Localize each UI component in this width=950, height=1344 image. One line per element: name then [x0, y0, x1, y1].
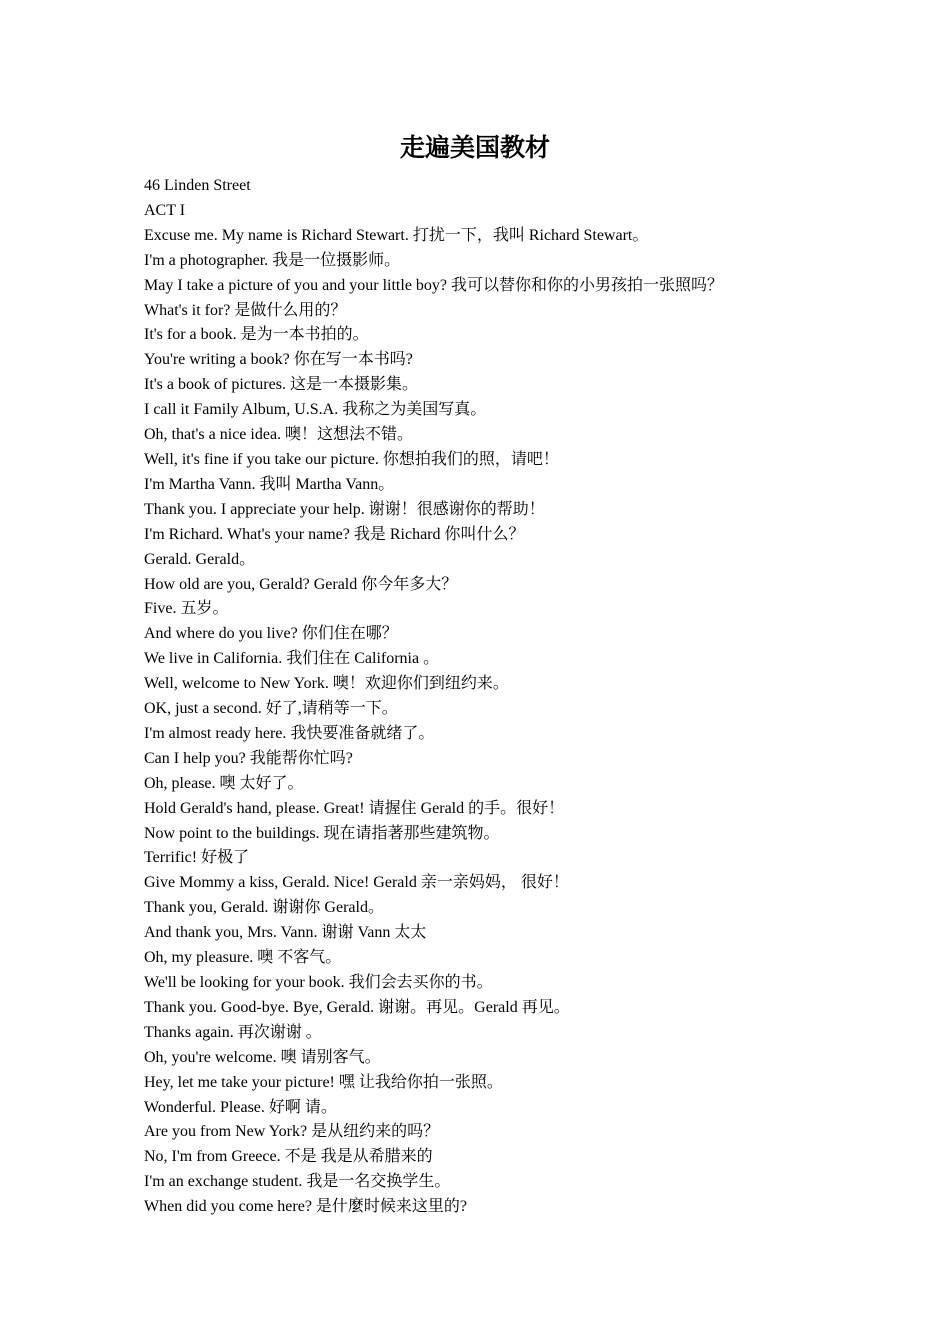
dialogue-line: It's a book of pictures. 这是一本摄影集。 [144, 376, 418, 394]
dialogue-line: Excuse me. My name is Richard Stewart. 打扰一下，我叫 Richard Stewart。 [144, 226, 649, 244]
dialogue-line: Terrific! 好极了 [144, 849, 250, 867]
dialogue-line: I'm almost ready here. 我快要准备就绪了。 [144, 724, 435, 742]
dialogue-line: Thank you, Gerald. 谢谢你 Gerald。 [144, 899, 384, 917]
dialogue-line: Wonderful. Please. 好啊 请。 [144, 1098, 337, 1116]
dialogue-line: I'm an exchange student. 我是一名交换学生。 [144, 1173, 451, 1191]
dialogue-line: 46 Linden Street [144, 177, 251, 194]
dialogue-line: Can I help you? 我能帮你忙吗? [144, 749, 353, 767]
document-title: 走遍美国教材 [399, 135, 550, 162]
dialogue-line: I'm Richard. What's your name? 我是 Richard 你叫什么？ [144, 525, 525, 543]
dialogue-line: Gerald. Gerald。 [144, 550, 256, 568]
dialogue-line: We live in California. 我们住在 California 。 [144, 650, 440, 668]
dialogue-line: Five. 五岁。 [144, 600, 229, 618]
dialogue-line: Oh, please. 噢 太好了。 [144, 774, 304, 792]
dialogue-line: Oh, that's a nice idea. 噢！这想法不错。 [144, 426, 414, 444]
dialogue-line: And thank you, Mrs. Vann. 谢谢 Vann 太太 [144, 924, 427, 942]
dialogue-line: Hold Gerald's hand, please. Great! 请握住 Gerald 的手。很好！ [144, 799, 565, 817]
dialogue-line: Well, welcome to New York. 噢！欢迎你们到纽约来。 [144, 675, 509, 693]
dialogue-line: Now point to the buildings. 现在请指著那些建筑物。 [144, 824, 500, 842]
dialogue-line: I call it Family Album, U.S.A. 我称之为美国写真。 [144, 401, 487, 419]
dialogue-line: Well, it's fine if you take our picture. 你想拍我们的照，请吧！ [144, 450, 559, 468]
dialogue-line: Oh, you're welcome. 噢 请别客气。 [144, 1048, 381, 1066]
dialogue-line: When did you come here? 是什麼时候来这里的? [144, 1198, 468, 1216]
dialogue-line: What's it for? 是做什么用的？ [144, 301, 347, 319]
dialogue-line: Thanks again. 再次谢谢 。 [144, 1023, 322, 1041]
dialogue-line: Thank you. Good-bye. Bye, Gerald. 谢谢。再见。Gerald 再见。 [144, 998, 570, 1016]
dialogue-line: You're writing a book? 你在写一本书吗? [144, 351, 413, 369]
dialogue-line: May I take a picture of you and your little boy? 我可以替你和你的小男孩拍一张照吗？ [144, 276, 724, 294]
dialogue-lines [144, 174, 864, 1220]
dialogue-line: We'll be looking for your book. 我们会去买你的书。 [144, 974, 493, 991]
dialogue-line: No, I'm from Greece. 不是 我是从希腊来的 [144, 1148, 433, 1166]
dialogue-line: Are you from New York? 是从纽约来的吗？ [144, 1123, 440, 1141]
dialogue-line: Oh, my pleasure. 噢 不客气。 [144, 949, 342, 967]
dialogue-line: And where do you live? 你们住在哪？ [144, 625, 398, 643]
dialogue-line: OK, just a second. 好了,请稍等一下。 [144, 700, 398, 718]
dialogue-line: How old are you, Gerald? Gerald 你今年多大？ [144, 575, 458, 593]
dialogue-line: Thank you. I appreciate your help. 谢谢！很感谢你的帮助！ [144, 500, 545, 518]
dialogue-line: I'm Martha Vann. 我叫 Martha Vann。 [144, 475, 395, 493]
dialogue-line: It's for a book. 是为一本书拍的。 [144, 326, 369, 344]
dialogue-line: Give Mommy a kiss, Gerald. Nice! Gerald 亲一亲妈妈， 很好！ [144, 874, 569, 892]
dialogue-line: Hey, let me take your picture! 嘿 让我给你拍一张照。 [144, 1073, 503, 1091]
dialogue-line: ACT I [144, 201, 186, 219]
dialogue-line: I'm a photographer. 我是一位摄影师。 [144, 251, 401, 269]
